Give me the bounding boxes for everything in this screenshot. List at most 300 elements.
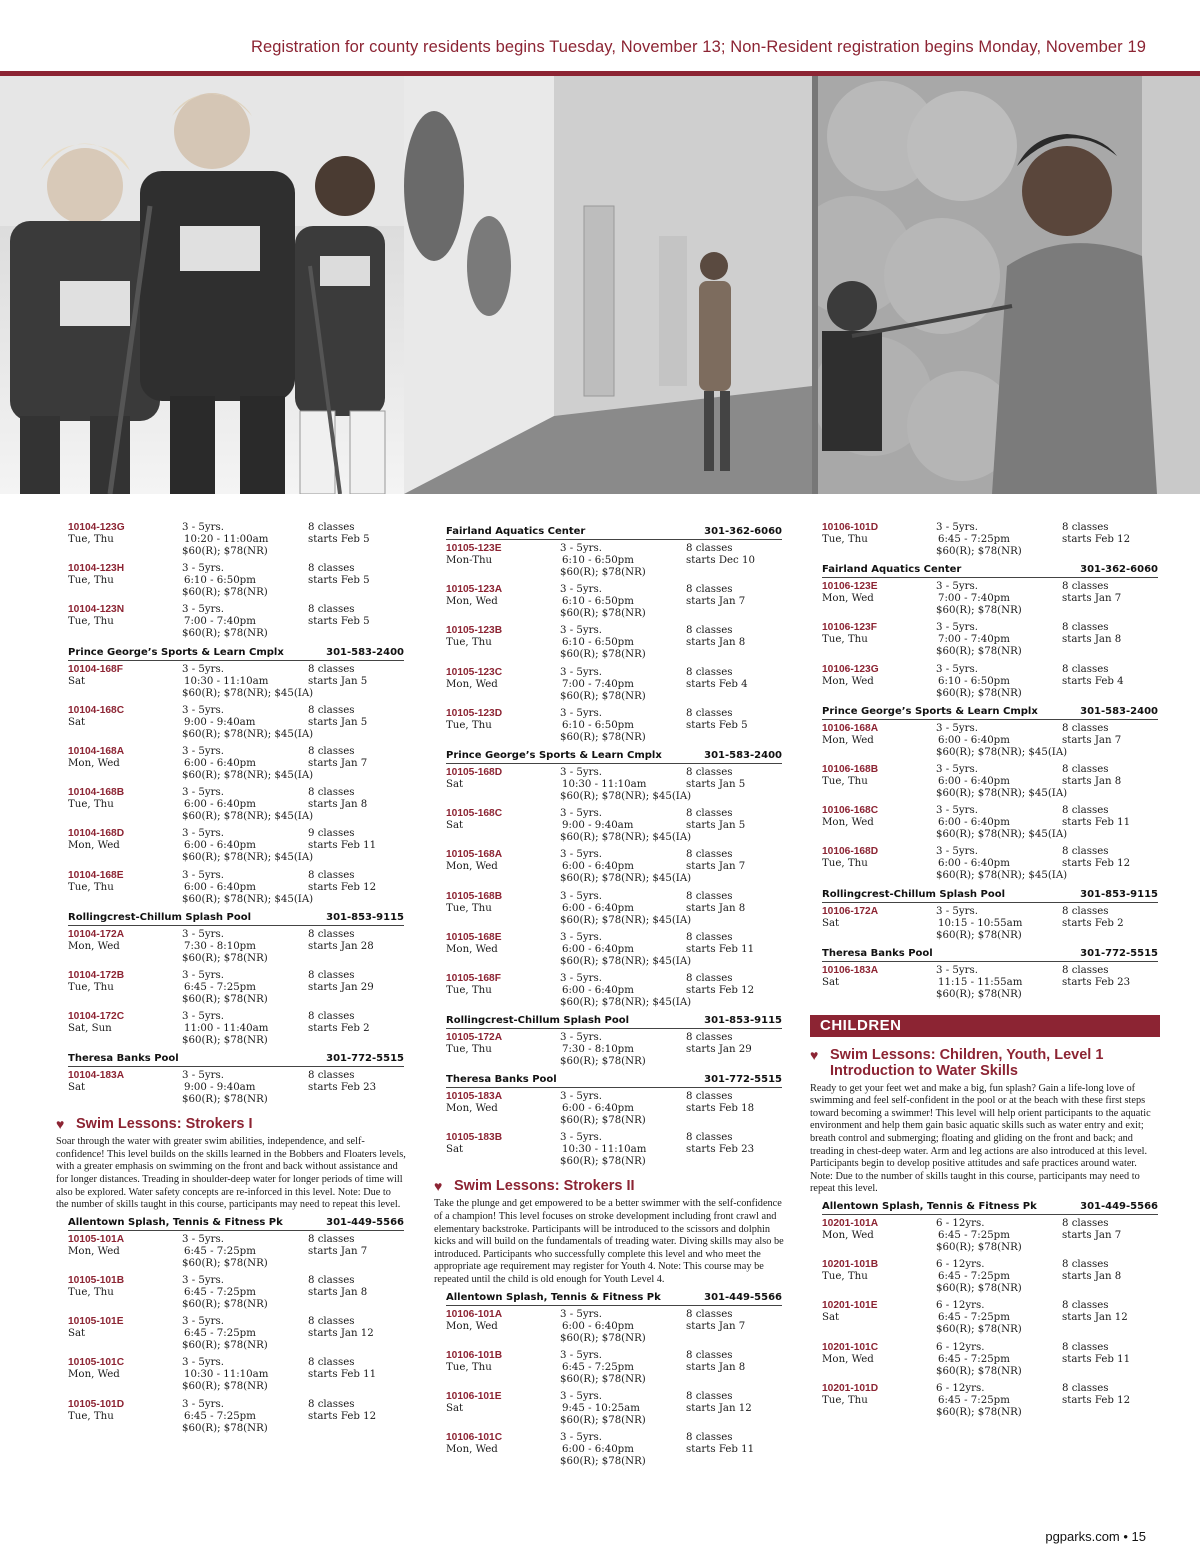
location-header <box>822 1200 1158 1215</box>
location-header <box>446 1073 782 1088</box>
start-date: starts Feb 23 <box>1062 976 1131 988</box>
spacer <box>446 1456 560 1468</box>
class-count: 8 classes <box>686 931 733 943</box>
meeting-days: Mon, Wed <box>822 817 874 829</box>
start-date: starts Jan 28 <box>308 940 374 952</box>
age-range: 3 - 5yrs. <box>560 625 602 637</box>
age-range: 3 - 5yrs. <box>560 543 602 554</box>
schedule-column-3 <box>810 522 1158 1424</box>
class-code: 10105-101E <box>68 1316 124 1328</box>
class-time: 6:45 - 7:25pm <box>184 981 256 993</box>
class-time: 6:00 - 6:40pm <box>562 984 634 996</box>
spacer <box>822 1366 936 1378</box>
meeting-days: Tue, Thu <box>822 858 868 870</box>
class-fee: $60(R); $78(NR) <box>182 1340 268 1352</box>
start-date: starts Feb 11 <box>308 840 377 852</box>
class-code: 10104-168E <box>68 869 124 881</box>
class-code: 10104-168A <box>68 745 125 757</box>
class-time: 7:00 - 7:40pm <box>938 634 1010 646</box>
meeting-days: Mon, Wed <box>68 757 120 769</box>
class-listing <box>446 1309 782 1345</box>
class-fee: $60(R); $78(NR); $45(IA) <box>560 996 692 1008</box>
class-count: 8 classes <box>1062 1300 1109 1312</box>
class-time: 9:00 - 9:40am <box>184 1082 256 1094</box>
age-range: 3 - 5yrs. <box>936 763 978 775</box>
class-listing <box>446 1091 782 1127</box>
class-count: 8 classes <box>686 808 733 820</box>
class-count: 8 classes <box>1062 1259 1109 1271</box>
location-phone: 301-583-2400 <box>1080 705 1158 717</box>
class-count: 8 classes <box>686 1132 733 1144</box>
age-range: 3 - 5yrs. <box>560 584 602 596</box>
class-listing <box>822 664 1158 700</box>
class-time: 6:10 - 6:50pm <box>562 596 634 608</box>
spacer <box>68 628 182 640</box>
class-code: 10105-101D <box>68 1398 125 1410</box>
class-fee: $60(R); $78(NR) <box>182 587 268 599</box>
meeting-days: Tue, Thu <box>68 1287 114 1298</box>
class-fee: $60(R); $78(NR); $45(IA) <box>936 746 1068 758</box>
age-range: 3 - 5yrs. <box>560 849 602 861</box>
class-time: 6:00 - 6:40pm <box>938 817 1010 829</box>
class-code: 10105-123E <box>446 543 502 554</box>
class-listing <box>68 1275 404 1311</box>
start-date: starts Jan 5 <box>308 675 368 687</box>
class-code: 10106-101E <box>446 1390 502 1402</box>
spacer <box>446 956 560 968</box>
class-listing <box>822 846 1158 882</box>
class-fee: $60(R); $78(NR) <box>560 608 646 620</box>
class-listing <box>446 708 782 744</box>
class-code: 10106-168A <box>822 722 879 734</box>
class-listing <box>68 1011 404 1047</box>
spacer <box>446 691 560 703</box>
meeting-days: Tue, Thu <box>446 1044 492 1056</box>
class-count: 8 classes <box>308 1357 355 1369</box>
meeting-days: Tue, Thu <box>68 616 114 628</box>
class-time: 6:00 - 6:40pm <box>562 902 634 914</box>
meeting-days: Mon, Wed <box>822 675 874 687</box>
class-time: 10:30 - 11:10am <box>184 675 269 687</box>
spacer <box>446 649 560 661</box>
class-count: 8 classes <box>1062 1341 1109 1353</box>
start-date: starts Feb 2 <box>1062 917 1124 929</box>
class-fee: $60(R); $78(NR) <box>182 952 268 964</box>
class-count: 8 classes <box>686 972 733 984</box>
spacer <box>822 1283 936 1295</box>
class-time: 6:45 - 7:25pm <box>938 1271 1010 1283</box>
spacer <box>446 832 560 844</box>
meeting-days: Tue, Thu <box>68 881 114 893</box>
location-header <box>822 563 1158 578</box>
start-date: starts Jan 7 <box>1062 593 1122 605</box>
class-code: 10106-101B <box>446 1349 503 1361</box>
age-range: 3 - 5yrs. <box>182 522 224 533</box>
location-header <box>68 911 404 926</box>
location-phone: 301-449-5566 <box>326 1216 404 1228</box>
class-fee: $60(R); $78(NR); $45(IA) <box>182 893 314 905</box>
class-count: 8 classes <box>308 1275 355 1286</box>
class-fee: $60(R); $78(NR) <box>560 690 646 702</box>
class-time: 6:45 - 7:25pm <box>938 534 1010 545</box>
class-code: 10105-183A <box>446 1091 503 1103</box>
class-listing <box>68 1070 404 1106</box>
class-fee: $60(R); $78(NR) <box>936 605 1022 617</box>
spacer <box>822 829 936 841</box>
class-listing <box>68 1399 404 1435</box>
class-time: 6:00 - 6:40pm <box>562 1320 634 1332</box>
age-range: 3 - 5yrs. <box>936 964 978 976</box>
class-listing <box>446 625 782 661</box>
spacer <box>446 915 560 927</box>
start-date: starts Feb 12 <box>686 984 755 996</box>
class-fee: $60(R); $78(NR); $45(IA) <box>182 852 314 864</box>
location-name: Rollingcrest-Chillum Splash Pool <box>68 911 252 923</box>
class-fee: $60(R); $78(NR) <box>560 649 646 661</box>
course-title-text: Swim Lessons: Strokers II <box>454 1178 635 1195</box>
meeting-days: Mon-Thu <box>446 555 493 566</box>
age-range: 6 - 12yrs. <box>936 1341 985 1353</box>
class-time: 6:00 - 6:40pm <box>938 858 1010 870</box>
start-date: starts Feb 12 <box>308 1410 377 1422</box>
class-fee: $60(R); $78(NR) <box>560 567 646 578</box>
class-time: 10:30 - 11:10am <box>562 1144 647 1156</box>
course-title-text: Swim Lessons: Strokers I <box>76 1116 253 1133</box>
start-date: starts Feb 23 <box>686 1144 755 1156</box>
meeting-days: Tue, Thu <box>822 534 868 545</box>
age-range: 3 - 5yrs. <box>560 1308 602 1320</box>
class-fee: $60(R); $78(NR) <box>182 1422 268 1434</box>
schedule-column-2 <box>434 522 784 1473</box>
section-heading: CHILDREN <box>810 1015 1160 1037</box>
meeting-days: Sat, Sun <box>68 1023 112 1035</box>
class-time: 6:10 - 6:50pm <box>184 575 256 587</box>
class-fee: $60(R); $78(NR) <box>182 1299 268 1310</box>
class-listing <box>446 543 782 579</box>
class-time: 6:00 - 6:40pm <box>938 775 1010 787</box>
spacer <box>446 1115 560 1127</box>
age-range: 3 - 5yrs. <box>182 1233 224 1245</box>
spacer <box>68 729 182 741</box>
class-fee: $60(R); $78(NR) <box>182 628 268 640</box>
meeting-days: Mon, Wed <box>822 593 874 605</box>
meeting-days: Tue, Thu <box>446 637 492 649</box>
age-range: 3 - 5yrs. <box>182 1357 224 1369</box>
class-listing <box>68 522 404 558</box>
meeting-days: Sat <box>68 1328 86 1340</box>
spacer <box>446 732 560 744</box>
class-listing <box>822 1218 1158 1254</box>
class-count: 8 classes <box>686 666 733 678</box>
spacer <box>446 873 560 885</box>
spacer <box>822 688 936 700</box>
start-date: starts Feb 12 <box>1062 534 1131 545</box>
location-name: Prince George’s Sports & Learn Cmplx <box>68 646 284 658</box>
hockey-kids-photo <box>0 76 404 494</box>
class-count: 9 classes <box>308 828 355 840</box>
class-count: 8 classes <box>686 625 733 637</box>
class-count: 8 classes <box>686 707 733 719</box>
start-date: starts Feb 4 <box>686 678 748 690</box>
meeting-days: Mon, Wed <box>822 734 874 746</box>
class-code: 10105-168E <box>446 931 502 943</box>
class-fee: $60(R); $78(NR) <box>936 988 1022 1000</box>
class-time: 6:00 - 6:40pm <box>562 861 634 873</box>
location-header <box>822 888 1158 903</box>
spacer <box>822 1242 936 1254</box>
start-date: starts Jan 8 <box>1062 634 1122 646</box>
spacer <box>822 605 936 617</box>
class-fee: $60(R); $78(NR) <box>936 1406 1022 1418</box>
spacer <box>68 587 182 599</box>
class-count: 8 classes <box>1062 1382 1109 1394</box>
spacer <box>68 953 182 965</box>
class-fee: $60(R); $78(NR) <box>936 1324 1022 1336</box>
location-header <box>68 1052 404 1067</box>
class-count: 8 classes <box>1062 522 1109 533</box>
location-name: Theresa Banks Pool <box>68 1053 179 1065</box>
spacer <box>822 989 936 1001</box>
class-fee: $60(R); $78(NR) <box>936 687 1022 699</box>
start-date: starts Jan 29 <box>308 981 374 993</box>
age-range: 3 - 5yrs. <box>182 787 224 799</box>
location-header <box>68 646 404 661</box>
class-listing <box>822 805 1158 841</box>
class-count: 8 classes <box>308 928 355 940</box>
class-listing <box>446 584 782 620</box>
class-listing <box>446 1350 782 1386</box>
class-fee: $60(R); $78(NR) <box>936 1365 1022 1377</box>
spacer <box>446 567 560 579</box>
class-fee: $60(R); $78(NR) <box>936 546 1022 557</box>
class-code: 10201-101C <box>822 1341 879 1353</box>
class-listing <box>68 929 404 965</box>
location-name: Allentown Splash, Tennis & Fitness Pk <box>822 1201 1037 1213</box>
class-code: 10106-123G <box>822 663 879 675</box>
spacer <box>68 1035 182 1047</box>
class-count: 8 classes <box>686 1390 733 1402</box>
class-fee: $60(R); $78(NR) <box>182 546 268 557</box>
location-phone: 301-583-2400 <box>326 646 404 658</box>
meeting-days: Mon, Wed <box>446 943 498 955</box>
class-listing <box>446 767 782 803</box>
start-date: starts Feb 18 <box>686 1103 755 1115</box>
class-listing <box>822 1259 1158 1295</box>
spacer <box>68 1423 182 1435</box>
location-name: Allentown Splash, Tennis & Fitness Pk <box>446 1291 661 1303</box>
class-listing <box>68 705 404 741</box>
class-listing <box>822 1342 1158 1378</box>
meeting-days: Mon, Wed <box>68 840 120 852</box>
class-time: 6:00 - 6:40pm <box>938 734 1010 746</box>
class-code: 10105-172A <box>446 1032 503 1044</box>
class-fee: $60(R); $78(NR) <box>182 993 268 1005</box>
class-code: 10106-101C <box>446 1432 503 1444</box>
class-code: 10106-168D <box>822 846 879 858</box>
age-range: 3 - 5yrs. <box>560 1091 602 1103</box>
meeting-days: Sat <box>68 1082 86 1094</box>
class-count: 8 classes <box>686 1308 733 1320</box>
age-range: 3 - 5yrs. <box>936 622 978 634</box>
meeting-days: Tue, Thu <box>68 981 114 993</box>
location-name: Theresa Banks Pool <box>822 947 933 959</box>
course-description: Take the plunge and get empowered to be a better swimmer with the self-confidence of a champion! This level focuses on stroke development including front crawl and elementary backstroke. Participants will be introduced to the scissors and dolphin kicks and will build on the fundamentals of treading water. Diving skills may also be introduced. Participants who successfully complete this level and who meet the appropriate age requirement may register for Youth 4. Note: This course may be repeated until the child is old enough for Youth Level 4. <box>434 1198 784 1285</box>
class-code: 10104-168D <box>68 828 125 840</box>
age-range: 3 - 5yrs. <box>560 1032 602 1044</box>
meeting-days: Mon, Wed <box>68 1369 120 1381</box>
spacer <box>822 747 936 759</box>
class-count: 8 classes <box>1062 1218 1109 1230</box>
class-listing <box>446 1032 782 1068</box>
age-range: 3 - 5yrs. <box>182 969 224 981</box>
meeting-days: Mon, Wed <box>822 1353 874 1365</box>
start-date: starts Jan 8 <box>686 1361 746 1373</box>
meeting-days: Tue, Thu <box>68 534 114 545</box>
class-code: 10104-168B <box>68 787 125 799</box>
class-code: 10201-101A <box>822 1218 879 1230</box>
class-code: 10106-101D <box>822 522 879 533</box>
class-fee: $60(R); $78(NR) <box>182 1094 268 1106</box>
class-code: 10104-183A <box>68 1070 125 1082</box>
class-code: 10104-172C <box>68 1011 125 1023</box>
class-fee: $60(R); $78(NR) <box>182 1035 268 1047</box>
location-name: Theresa Banks Pool <box>446 1074 557 1086</box>
start-date: starts Feb 5 <box>308 534 370 545</box>
class-count: 8 classes <box>686 543 733 554</box>
age-range: 3 - 5yrs. <box>182 1398 224 1410</box>
class-count: 8 classes <box>1062 964 1109 976</box>
spacer <box>68 852 182 864</box>
class-time: 7:30 - 8:10pm <box>562 1044 634 1056</box>
meeting-days: Tue, Thu <box>822 1394 868 1406</box>
class-count: 8 classes <box>308 1398 355 1410</box>
class-fee: $60(R); $78(NR) <box>560 1414 646 1426</box>
start-date: starts Jan 5 <box>308 716 368 728</box>
class-listing <box>68 970 404 1006</box>
class-count: 8 classes <box>308 787 355 799</box>
class-listing <box>68 1234 404 1270</box>
class-code: 10104-123G <box>68 522 125 533</box>
class-fee: $60(R); $78(NR); $45(IA) <box>560 790 692 802</box>
class-code: 10105-101C <box>68 1357 125 1369</box>
class-fee: $60(R); $78(NR) <box>936 929 1022 941</box>
start-date: starts Jan 8 <box>686 637 746 649</box>
start-date: starts Jan 5 <box>686 778 746 790</box>
location-name: Rollingcrest-Chillum Splash Pool <box>822 888 1006 900</box>
age-range: 3 - 5yrs. <box>560 1349 602 1361</box>
class-time: 6:00 - 6:40pm <box>562 943 634 955</box>
spacer <box>446 1056 560 1068</box>
class-fee: $60(R); $78(NR); $45(IA) <box>936 829 1068 841</box>
spacer <box>68 811 182 823</box>
age-range: 3 - 5yrs. <box>560 666 602 678</box>
class-count: 8 classes <box>1062 846 1109 858</box>
class-fee: $60(R); $78(NR); $45(IA) <box>560 873 692 885</box>
age-range: 3 - 5yrs. <box>182 745 224 757</box>
location-phone: 301-362-6060 <box>704 526 782 537</box>
class-code: 10104-172A <box>68 928 125 940</box>
start-date: starts Feb 12 <box>308 881 377 893</box>
start-date: starts Feb 12 <box>1062 858 1131 870</box>
class-code: 10105-123A <box>446 584 503 596</box>
class-count: 8 classes <box>308 663 355 675</box>
class-fee: $60(R); $78(NR) <box>560 1156 646 1168</box>
class-time: 9:00 - 9:40am <box>562 820 634 832</box>
class-count: 8 classes <box>308 969 355 981</box>
class-count: 8 classes <box>686 1432 733 1444</box>
class-code: 10106-123F <box>822 622 877 634</box>
class-count: 8 classes <box>308 704 355 716</box>
start-date: starts Jan 8 <box>1062 775 1122 787</box>
class-count: 8 classes <box>686 1032 733 1044</box>
location-phone: 301-853-9115 <box>1080 888 1158 900</box>
start-date: starts Jan 12 <box>686 1402 752 1414</box>
age-range: 3 - 5yrs. <box>936 805 978 817</box>
meeting-days: Sat <box>68 716 86 728</box>
class-listing <box>68 664 404 700</box>
age-range: 6 - 12yrs. <box>936 1218 985 1230</box>
class-time: 6:10 - 6:50pm <box>562 555 634 566</box>
spacer <box>446 1415 560 1427</box>
location-header <box>446 525 782 540</box>
class-time: 6:45 - 7:25pm <box>938 1312 1010 1324</box>
class-time: 7:00 - 7:40pm <box>184 616 256 628</box>
start-date: starts Jan 8 <box>308 1287 368 1298</box>
location-name: Allentown Splash, Tennis & Fitness Pk <box>68 1216 283 1228</box>
meeting-days: Tue, Thu <box>68 575 114 587</box>
start-date: starts Jan 7 <box>1062 734 1122 746</box>
meeting-days: Sat <box>822 1312 840 1324</box>
location-phone: 301-362-6060 <box>1080 564 1158 576</box>
class-time: 11:15 - 11:55am <box>938 976 1023 988</box>
meeting-days: Tue, Thu <box>446 719 492 731</box>
spacer <box>446 1333 560 1345</box>
class-fee: $60(R); $78(NR); $45(IA) <box>560 955 692 967</box>
spacer <box>822 1324 936 1336</box>
class-code: 10105-168B <box>446 890 503 902</box>
meeting-days: Sat <box>822 917 840 929</box>
spacer <box>822 1407 936 1419</box>
location-header <box>446 1014 782 1029</box>
location-phone: 301-772-5515 <box>326 1053 404 1065</box>
start-date: starts Feb 12 <box>1062 1394 1131 1406</box>
location-header <box>446 749 782 764</box>
class-time: 6:45 - 7:25pm <box>184 1287 256 1298</box>
spacer <box>822 870 936 882</box>
class-fee: $60(R); $78(NR); $45(IA) <box>182 728 314 740</box>
class-fee: $60(R); $78(NR); $45(IA) <box>560 914 692 926</box>
class-listing <box>446 808 782 844</box>
class-time: 6:45 - 7:25pm <box>562 1361 634 1373</box>
age-range: 3 - 5yrs. <box>182 869 224 881</box>
start-date: starts Jan 7 <box>686 596 746 608</box>
class-listing <box>68 828 404 864</box>
location-phone: 301-583-2400 <box>704 749 782 761</box>
course-description: Soar through the water with greater swim abilities, independence, and self-confidence! This level builds on the skills learned in the Bobbers and Floaters levels, with a greater emphasis on swimming on the front and back without assistance and for longer distances. Treading in shoulder-deep water for longer periods of time will also be explored. Water safety concepts are re-inforced in this level. Note: Due to the number of skills taught in this course, participants may need to repeat this level. <box>56 1136 406 1211</box>
meeting-days: Sat <box>446 1402 464 1414</box>
class-count: 8 classes <box>686 1349 733 1361</box>
spacer <box>68 770 182 782</box>
course-title-text: Swim Lessons: Children, Youth, Level 1 Introduction to Water Skills <box>830 1046 1104 1079</box>
location-name: Rollingcrest-Chillum Splash Pool <box>446 1015 630 1027</box>
age-range: 3 - 5yrs. <box>560 766 602 778</box>
meeting-days: Tue, Thu <box>822 1271 868 1283</box>
age-range: 3 - 5yrs. <box>936 581 978 593</box>
heart-icon: ♥ <box>56 1116 65 1133</box>
meeting-days: Tue, Thu <box>68 1410 114 1422</box>
age-range: 3 - 5yrs. <box>182 928 224 940</box>
age-range: 3 - 5yrs. <box>182 704 224 716</box>
